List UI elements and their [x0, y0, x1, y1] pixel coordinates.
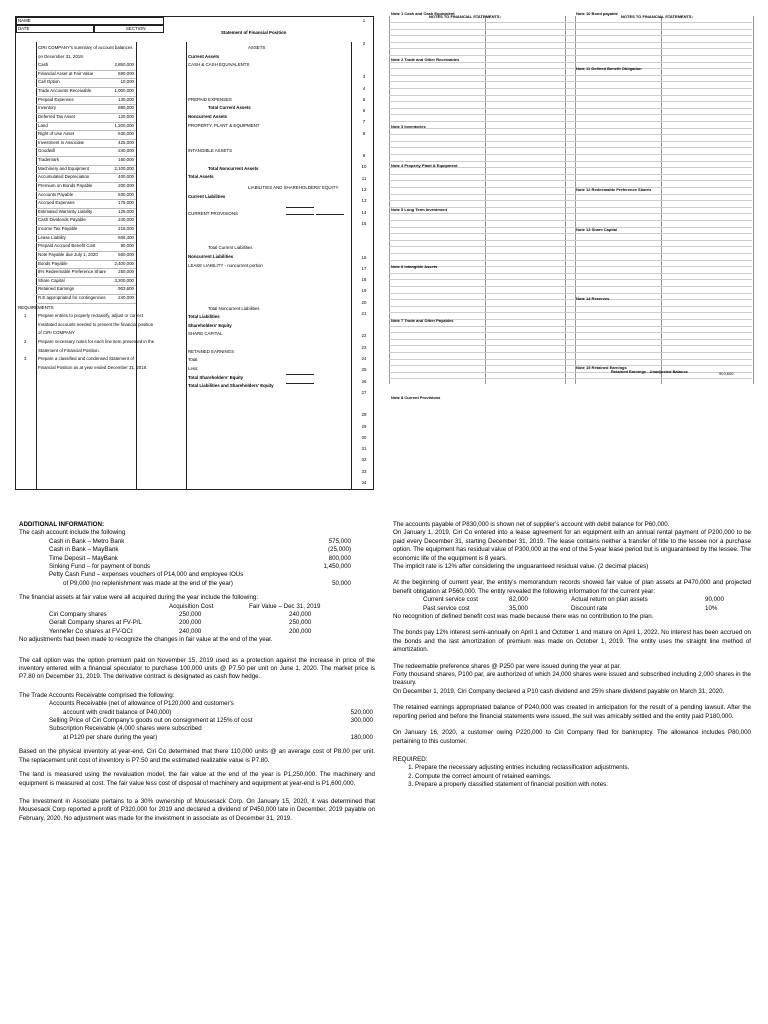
grid-row [389, 101, 752, 102]
fa-name: Geralt Company shares at FV-P/L [49, 619, 142, 627]
account-amount: 130,000 [118, 96, 134, 102]
account-name: Land [38, 122, 48, 128]
grid-row [389, 180, 752, 181]
appropriation-text: The retained earnings appropriated balance of P240,000 was created in anticipation for the result of a pending lawsuit. After the reporting period and before the financial statements were issued, the suit was amicably settled and the entity paid P180,000. [393, 704, 751, 720]
grid-row [389, 128, 752, 129]
grid-row [389, 22, 752, 23]
unadjusted-value: 903,600 [719, 371, 734, 376]
payable-text: The accounts payable of P830,000 is shown net of supplier's account with debit balance for P60,000. [393, 521, 670, 528]
account-name: Premium on Bonds Payable [38, 182, 93, 188]
sfp-line: Noncurrent Liabilities [188, 253, 234, 259]
account-name: Machinery and Equipment [38, 165, 90, 171]
lease-text: On January 1, 2019, Ciri Co entered into a lease agreement for an equipment with an annual rental payment of P200,000 to be paid every December 31, starting December 31, 2019. The lease contains neither a transfer of title to the lessee nor a purchase option. The equipment has residual value of P300,000 at the end of the 5-year lease period but is unguaranteed by the lessee. The economic life of the equipment is 8 years. [393, 529, 751, 562]
account-amount: 3,200,000 [114, 277, 134, 283]
fa-name: Ciri Company shares [49, 611, 107, 619]
account-summary-intro: CIRI COMPANY's summary of account balances [38, 45, 133, 50]
line-number: 3 [362, 74, 366, 80]
line-number: 24 [361, 355, 367, 361]
account-name: Accrued Expenses [38, 200, 75, 206]
plan-item-value: 82,000 [509, 596, 528, 604]
requirement-number: 2 [24, 339, 27, 345]
grid-row [389, 220, 752, 221]
account-name: Cash [38, 62, 49, 68]
cash-item [19, 546, 375, 554]
cash-item-label: Petty Cash Fund – expenses vouchers of P14,000 and employee IOUs [49, 571, 244, 579]
line-number: 31 [361, 446, 367, 452]
grid-row [389, 266, 752, 267]
account-name: Trade Accounts Receivable [38, 88, 92, 94]
total-underline [286, 207, 314, 208]
total-underline [286, 383, 314, 384]
grid-row [389, 227, 752, 228]
plan-item-label: Current service cost [423, 596, 479, 604]
additional-information [19, 521, 375, 1016]
inventory-text: Based on the physical inventory at year-end, Ciri Co determined that there 110,000 units @ an average cost of P8.00 per unit. The replacement unit cost of inventory is P7.50 and the estimated realizable value is P7.80. [19, 748, 375, 764]
account-name: Cash Dividends Payable [38, 217, 86, 223]
grid-row [389, 253, 752, 254]
note-label: Note 11 Defined Benefit Obligation [576, 66, 642, 71]
cash-item-label: Time Deposit – MayBank [49, 554, 118, 562]
sfp-line: Total Assets [188, 174, 214, 180]
line-number: 18 [361, 277, 367, 283]
line-number: 21 [361, 310, 367, 316]
line-number: 9 [362, 153, 366, 159]
account-summary-intro: on December 31, 2019. [38, 53, 84, 59]
required-item: 2. Compute the correct amount of retained earnings. [415, 773, 751, 781]
notes-header: NOTES TO FINANCIAL STATEMENTS: [429, 14, 501, 19]
tar-label: Subscription Receivable (4,000 shares were subscribed [49, 725, 202, 733]
sfp-line: Total Current Liabilities [208, 245, 253, 251]
account-amount: 2,850,000 [114, 62, 134, 68]
grid-row [389, 81, 752, 82]
requirement-text: Financial Position as at year ended December 31, 2019. [38, 364, 148, 370]
grid-row [389, 95, 752, 96]
cash-item-label: Cash in Bank – Metro Bank [49, 537, 125, 545]
call-option-text: The call option was the option premium paid on November 15, 2019 used as a protection against the increase in price of the inventory entered with a financial speculator to purchase 100,000 units @ P7.50 per unit on June 1, 2020. The market price is P7.80 on December 31, 2019. The derivative contract is designated as cash flow hedge. [19, 656, 375, 681]
line-number: 6 [362, 108, 366, 114]
cash-item [19, 555, 375, 563]
sfp-line: RETAINED EARNINGS [188, 348, 235, 354]
header-box [16, 25, 94, 33]
grid-row [389, 29, 752, 30]
sfp-line: LEASE LIABILITY - noncurrent portion [188, 262, 263, 268]
account-name: Trademark [38, 157, 60, 163]
account-name: Share Capital [38, 277, 65, 283]
account-name: Retained Earnings [38, 286, 75, 292]
sfp-line: Total [188, 357, 198, 363]
line-number: 13 [361, 198, 367, 204]
grid-row [389, 326, 752, 327]
sfp-line: INTANGIBLE ASSETS [188, 148, 233, 154]
tar-amount: 180,000 [350, 733, 373, 741]
account-amount: 125,000 [118, 208, 134, 214]
required-list [393, 764, 751, 789]
line-number: 32 [361, 457, 367, 463]
tar-item [19, 709, 375, 717]
header-box [94, 25, 164, 33]
requirement-number: 3 [24, 356, 27, 362]
account-name: Financial Asset at Fair Value [38, 70, 94, 76]
share-capital-text: Forty thousand shares, P100 par, are authorized of which 24,000 shares were issued and subscribed including 2,000 shares in the treasury. [393, 671, 751, 687]
account-name: Lease Liability [38, 234, 66, 240]
line-number: 1 [362, 18, 366, 23]
grid-row [389, 75, 752, 76]
account-amount: 200,000 [118, 182, 134, 188]
account-name: Income Tax Payable [38, 226, 78, 232]
section-label: SECTION [126, 26, 146, 31]
grid-row [389, 134, 752, 135]
tar-label: account with credit balance of P40,000) [63, 708, 172, 716]
plan-item-row [393, 605, 751, 613]
line-number: 29 [361, 423, 367, 429]
account-amount: 903,600 [118, 286, 134, 292]
line-number: 8 [362, 130, 366, 136]
fa-fv: 240,000 [289, 611, 312, 619]
cash-item-label: of P9,000 (no replenishment was made at the end of the year) [63, 579, 233, 587]
plan-assets-text: At the beginning of current year, the entity's memorandum records showed fair value of plan assets at P470,000 and projected benefit obligation at P560,000. The entity revealed the following information for the current year: [393, 579, 751, 595]
requirement-text: misstated accounts needed to present the financial position [38, 321, 154, 327]
grid-row [389, 141, 752, 142]
grid-row [389, 108, 752, 109]
sfp-line: Shareholders' Equity [188, 322, 232, 328]
associate-text: The Investment in Associate pertains to a 30% ownership of Mousesack Corp. On January 15, 2020, it was determined that Mousesack Corp reported a profit of P320,000 for 2019 and declared a dividend of P450,000 late in December, 2019 payable on February, 2020. No adjustment was made for the investment in associate as of December 31, 2019. [19, 797, 375, 822]
line-number: 26 [361, 378, 367, 384]
grid-row [389, 293, 752, 294]
account-amount: 215,000 [118, 226, 134, 232]
grid-row [389, 147, 752, 148]
cash-item-amount: 800,000 [328, 554, 351, 562]
grid-row [389, 200, 752, 201]
cash-item [19, 538, 375, 546]
note-label: Note 2 Trade and Other Receivables [391, 57, 460, 62]
cash-item [19, 571, 375, 579]
additional-information-continued [393, 521, 751, 1016]
account-name: Prepaid Accrued Benefit Cost [38, 243, 96, 249]
grid-row [389, 378, 752, 379]
sfp-line: Total Noncurrent Liabilities [208, 305, 260, 311]
sfp-line: Total Current Assets [208, 105, 251, 111]
bonds-text: The bonds pay 12% interest semi-annually on April 1 and October 1 and mature on April 1, 2022. No interest has been accrued on the bonds and the last amortization of premium was made on October 1, 2019. The entity uses the straight line method of amortization. [393, 629, 751, 654]
tar-item [19, 717, 375, 725]
sfp-line: Current Liabilities [188, 193, 226, 199]
note-label: Note 8 Current Provisions [391, 395, 441, 400]
line-number: 16 [361, 254, 367, 260]
requirement-number: 1 [24, 313, 27, 319]
account-name: Investment in Associate [38, 139, 85, 145]
cash-item-amount: 1,450,000 [323, 563, 351, 571]
grid-row [389, 345, 752, 346]
line-number: 15 [361, 220, 367, 226]
account-amount: 240,000 [118, 217, 134, 223]
note-label: Note 14 Reserves [576, 296, 610, 301]
fa-intro: The financial assets at fair value were all acquired during the year include the following: [19, 594, 259, 602]
fa-cost: 250,000 [179, 611, 202, 619]
grid-row [389, 88, 752, 89]
sfp-line: PROPERTY, PLANT & EQUIPMENT [188, 122, 260, 128]
requirement-text: of CIRI COMPANY [38, 330, 75, 336]
plan-item-value: 90,000 [705, 596, 724, 604]
account-name: 8% Redeemable Preference Share [38, 269, 107, 275]
grid-row [389, 372, 752, 373]
account-name: Accounts Payable [38, 191, 74, 197]
tar-amount: 520,000 [350, 708, 373, 716]
account-amount: 830,000 [118, 191, 134, 197]
fa-fv: 200,000 [289, 627, 312, 635]
date-label: DATE [18, 26, 30, 31]
account-amount: 240,000 [118, 148, 134, 154]
column-divider [36, 42, 37, 489]
account-amount: 2,100,000 [114, 165, 134, 171]
column-divider [186, 42, 187, 489]
fa-row [19, 611, 375, 619]
requirement-text: Prepare necessary notes for each line item presented in the [38, 339, 155, 345]
account-amount: 90,000 [120, 243, 134, 249]
grid-row [389, 279, 752, 280]
line-number: 7 [362, 119, 366, 125]
sfp-line: Total Liabilities and Shareholders' Equity [188, 383, 274, 389]
line-number: 28 [361, 412, 367, 418]
grid-row [389, 339, 752, 340]
grid-row [389, 42, 752, 43]
cash-item-amount: 575,000 [328, 537, 351, 545]
total-underline [316, 214, 344, 215]
grid-row [389, 187, 752, 188]
account-amount: 400,000 [118, 174, 134, 180]
cash-item [19, 580, 375, 588]
line-number: 25 [361, 367, 367, 373]
notes-header: NOTES TO FINANCIAL STATEMENTS: [621, 14, 693, 19]
account-amount: 880,000 [118, 105, 134, 111]
cash-item-label: Sinking Fund – for payment of bonds [49, 563, 151, 571]
requirements-label: REQUIREMENTS: [18, 304, 55, 310]
tar-item [19, 700, 375, 708]
grid-row [389, 312, 752, 313]
grid-row [389, 114, 752, 115]
account-amount: 630,000 [118, 131, 134, 137]
sfp-line: CASH & CASH EQUIVALENTS [188, 62, 250, 68]
account-name: Prepaid Expenses [38, 96, 74, 102]
line-number: 10 [361, 164, 367, 170]
account-name: Bonds Payable [38, 260, 68, 266]
line-number: 17 [361, 265, 367, 271]
sfp-line: Total Shareholders' Equity [188, 374, 244, 380]
account-amount: 425,000 [118, 139, 134, 145]
tar-label: Selling Price of Ciri Company's goods out on consignment at 125% of cost [49, 717, 253, 725]
note-label: Note 10 Bond payable [576, 11, 618, 16]
sfp-line: PREPAID EXPENSES [188, 96, 232, 102]
sfp-line: ASSETS [248, 45, 266, 50]
column-divider [351, 42, 352, 489]
line-number: 20 [361, 299, 367, 305]
line-number: 27 [361, 389, 367, 395]
tar-label: at P120 per share during the year) [63, 733, 158, 741]
sfp-line: Current Assets [188, 53, 220, 59]
grid-row [389, 273, 752, 274]
requirement-text: Prepare a classified and condensed Statement of [38, 356, 134, 362]
unadjusted-label: Retained Earnings - Unadjusted Balance [611, 369, 688, 374]
grid-row [389, 359, 752, 360]
total-underline [286, 214, 314, 215]
fa-header-fv: Fair Value – Dec 31, 2019 [249, 602, 321, 610]
fa-cost: 200,000 [179, 619, 202, 627]
tar-amount: 300,000 [350, 717, 373, 725]
grid-row [389, 365, 752, 366]
line-number: 23 [361, 344, 367, 350]
line-number: 19 [361, 288, 367, 294]
grid-row [389, 286, 752, 287]
account-amount: 250,000 [118, 269, 134, 275]
grid-row [389, 213, 752, 214]
grid-row [389, 233, 752, 234]
required-item: 1. Prepare the necessary adjusting entries including reclassification adjustments. [415, 764, 751, 772]
column-divider [136, 42, 137, 489]
fa-headers [19, 603, 375, 611]
plan-item-value: 35,000 [509, 604, 528, 612]
plan-item-row [393, 596, 751, 604]
note-label: Note 12 Redeemable Preference Shares [576, 187, 652, 192]
sfp-title: Statement of Financial Position [221, 30, 287, 35]
sfp-line: SHARE CAPITAL [188, 331, 223, 337]
note-label: Note 6 Intangible Assets [391, 264, 438, 269]
account-amount: 2,400,000 [114, 260, 134, 266]
line-number: 2 [362, 40, 366, 46]
dividend-text: On December 1, 2019, Ciri Company declared a P10 cash dividend and 25% share dividend payable on March 31, 2020. [393, 687, 725, 695]
tar-label: Accounts Receivable (net of allowance of P120,000 and customer's [49, 700, 234, 708]
cash-item [19, 563, 375, 571]
bankruptcy-text: On January 16, 2020, a customer owing P220,000 to Ciri Company filed for bankruptcy. The allowance includes P80,000 pertaining to this customer. [393, 729, 751, 745]
account-name: Goodwill [38, 148, 55, 154]
plan-item-label: Past service cost [423, 604, 470, 612]
account-name: Deferred Tax Asset [38, 113, 76, 119]
fa-row [19, 619, 375, 627]
fa-cost: 240,000 [179, 627, 202, 635]
line-number: 4 [362, 85, 366, 91]
grid-row [389, 48, 752, 49]
name-label: NAME [18, 18, 31, 23]
note-label: Note 5 Long Term Investment [391, 207, 447, 212]
account-amount: 690,000 [118, 70, 134, 76]
requirement-text: Statement of Financial Position. [38, 347, 100, 353]
required-label: REQUIRED: [393, 755, 428, 763]
line-number: 5 [362, 96, 366, 102]
fa-fv: 250,000 [289, 619, 312, 627]
plan-item-label: Actual return on plan assets [571, 596, 648, 604]
tar-intro: The Trade Accounts Receivable comprised the following: [19, 691, 175, 699]
plan-item-label: Discount rate [571, 604, 608, 612]
grid-row [389, 240, 752, 241]
tar-item [19, 734, 375, 742]
grid-row [389, 121, 752, 122]
account-amount: 1,200,000 [114, 122, 134, 128]
preference-shares-text: The redeemable preference shares @ P250 par were issued during the year at par. [393, 662, 622, 670]
sfp-line: CURRENT PROVISIONS [188, 210, 238, 216]
notes-panel [389, 11, 752, 400]
grid-row [389, 154, 752, 155]
grid-row [389, 246, 752, 247]
account-name: Estimated Warranty Liability [38, 208, 93, 214]
line-number: 12 [361, 186, 367, 192]
grid-row [389, 161, 752, 162]
line-number: 14 [361, 209, 367, 215]
account-amount: 606,400 [118, 234, 134, 240]
note-label: Note 1 Cash and Cash Equivalent [391, 11, 455, 16]
land-text: The land is measured using the revaluation model, the fair value at the end of the year is P1,250,000. The machinery and equipment is measured at cost. The fair value less cost of disposal of machinery and equipment at year-end is P1,600,000. [19, 771, 375, 787]
line-number: 30 [361, 434, 367, 440]
sfp-line: Less: [188, 365, 199, 371]
grid-row [389, 299, 752, 300]
line-number: 11 [361, 175, 367, 181]
note-label: Note 4 Property Plant & Equipment [391, 163, 458, 168]
sfp-line: Total Liabilities [188, 314, 220, 320]
account-amount: 240,000 [118, 294, 134, 300]
grid-row [389, 194, 752, 195]
fa-header-cost: Acquisition Cost [169, 602, 214, 610]
account-amount: 175,000 [118, 200, 134, 206]
plan-note-text: No recognition of defined benefit cost was made because there was no contribution to the plan. [393, 613, 654, 621]
worksheet [15, 16, 374, 490]
grid-row [389, 35, 752, 36]
line-number: 22 [361, 333, 367, 339]
account-name: Call Option [38, 79, 60, 85]
account-name: Inventory [38, 105, 57, 111]
grid-row [389, 55, 752, 56]
account-amount: 120,000 [118, 113, 134, 119]
sfp-line: LIABILITIES AND SHAREHOLDERS' EQUITY [248, 184, 339, 190]
fa-name: Yennefer Co shares at FV-OCI [49, 627, 133, 635]
section-heading: ADDITIONAL INFORMATION: [19, 521, 105, 528]
grid-row [389, 332, 752, 333]
account-amount: 560,000 [118, 251, 134, 257]
implicit-rate-text: The implicit rate is 12% after considering the unguaranteed residual value. (2 decimal places) [393, 563, 649, 571]
account-name: Right of Use Asset [38, 131, 75, 137]
account-amount: 1,000,000 [114, 88, 134, 94]
account-name: Accumulated Depreciation [38, 174, 90, 180]
account-name: R.E appropriated for contingencies [38, 294, 106, 300]
total-underline [286, 374, 314, 375]
account-amount: 10,000 [120, 79, 134, 85]
note-label: Note 7 Trade and Other Payables [391, 318, 454, 323]
line-number: 33 [361, 468, 367, 474]
requirement-text: Prepare entries to properly reclassify, adjust or correct [38, 313, 144, 319]
account-amount: 160,000 [118, 157, 134, 163]
tar-item [19, 725, 375, 733]
plan-item-value: 10% [705, 604, 718, 612]
header-box [16, 17, 164, 25]
note-label: Note 13 Share Capital [576, 227, 618, 232]
grid-row [389, 306, 752, 307]
grid-row [389, 68, 752, 69]
cash-item-amount: (25,000) [327, 546, 351, 554]
cash-item-label: Cash in Bank – MayBank [49, 546, 119, 554]
fa-note: No adjustments had been made to recognize the changes in fair value at the end of the year. [19, 636, 273, 644]
account-name: Note Payable due July 1, 2020 [38, 251, 98, 257]
sfp-line: Noncurrent Assets [188, 113, 228, 119]
cash-intro: The cash account include the following [19, 529, 126, 537]
line-number: 34 [361, 479, 367, 485]
sfp-line: Total Noncurrent Assets [208, 165, 259, 171]
grid-row [389, 260, 752, 261]
required-item: 3. Prepare a properly classified statement of financial position with notes. [415, 781, 751, 789]
note-label: Note 3 Inventories [391, 124, 426, 129]
grid-row [389, 352, 752, 353]
grid-row [389, 174, 752, 175]
fa-row [19, 628, 375, 636]
note-label: Note 15 Retained Earnings [576, 365, 627, 370]
cash-item-amount: 50,000 [332, 579, 351, 587]
